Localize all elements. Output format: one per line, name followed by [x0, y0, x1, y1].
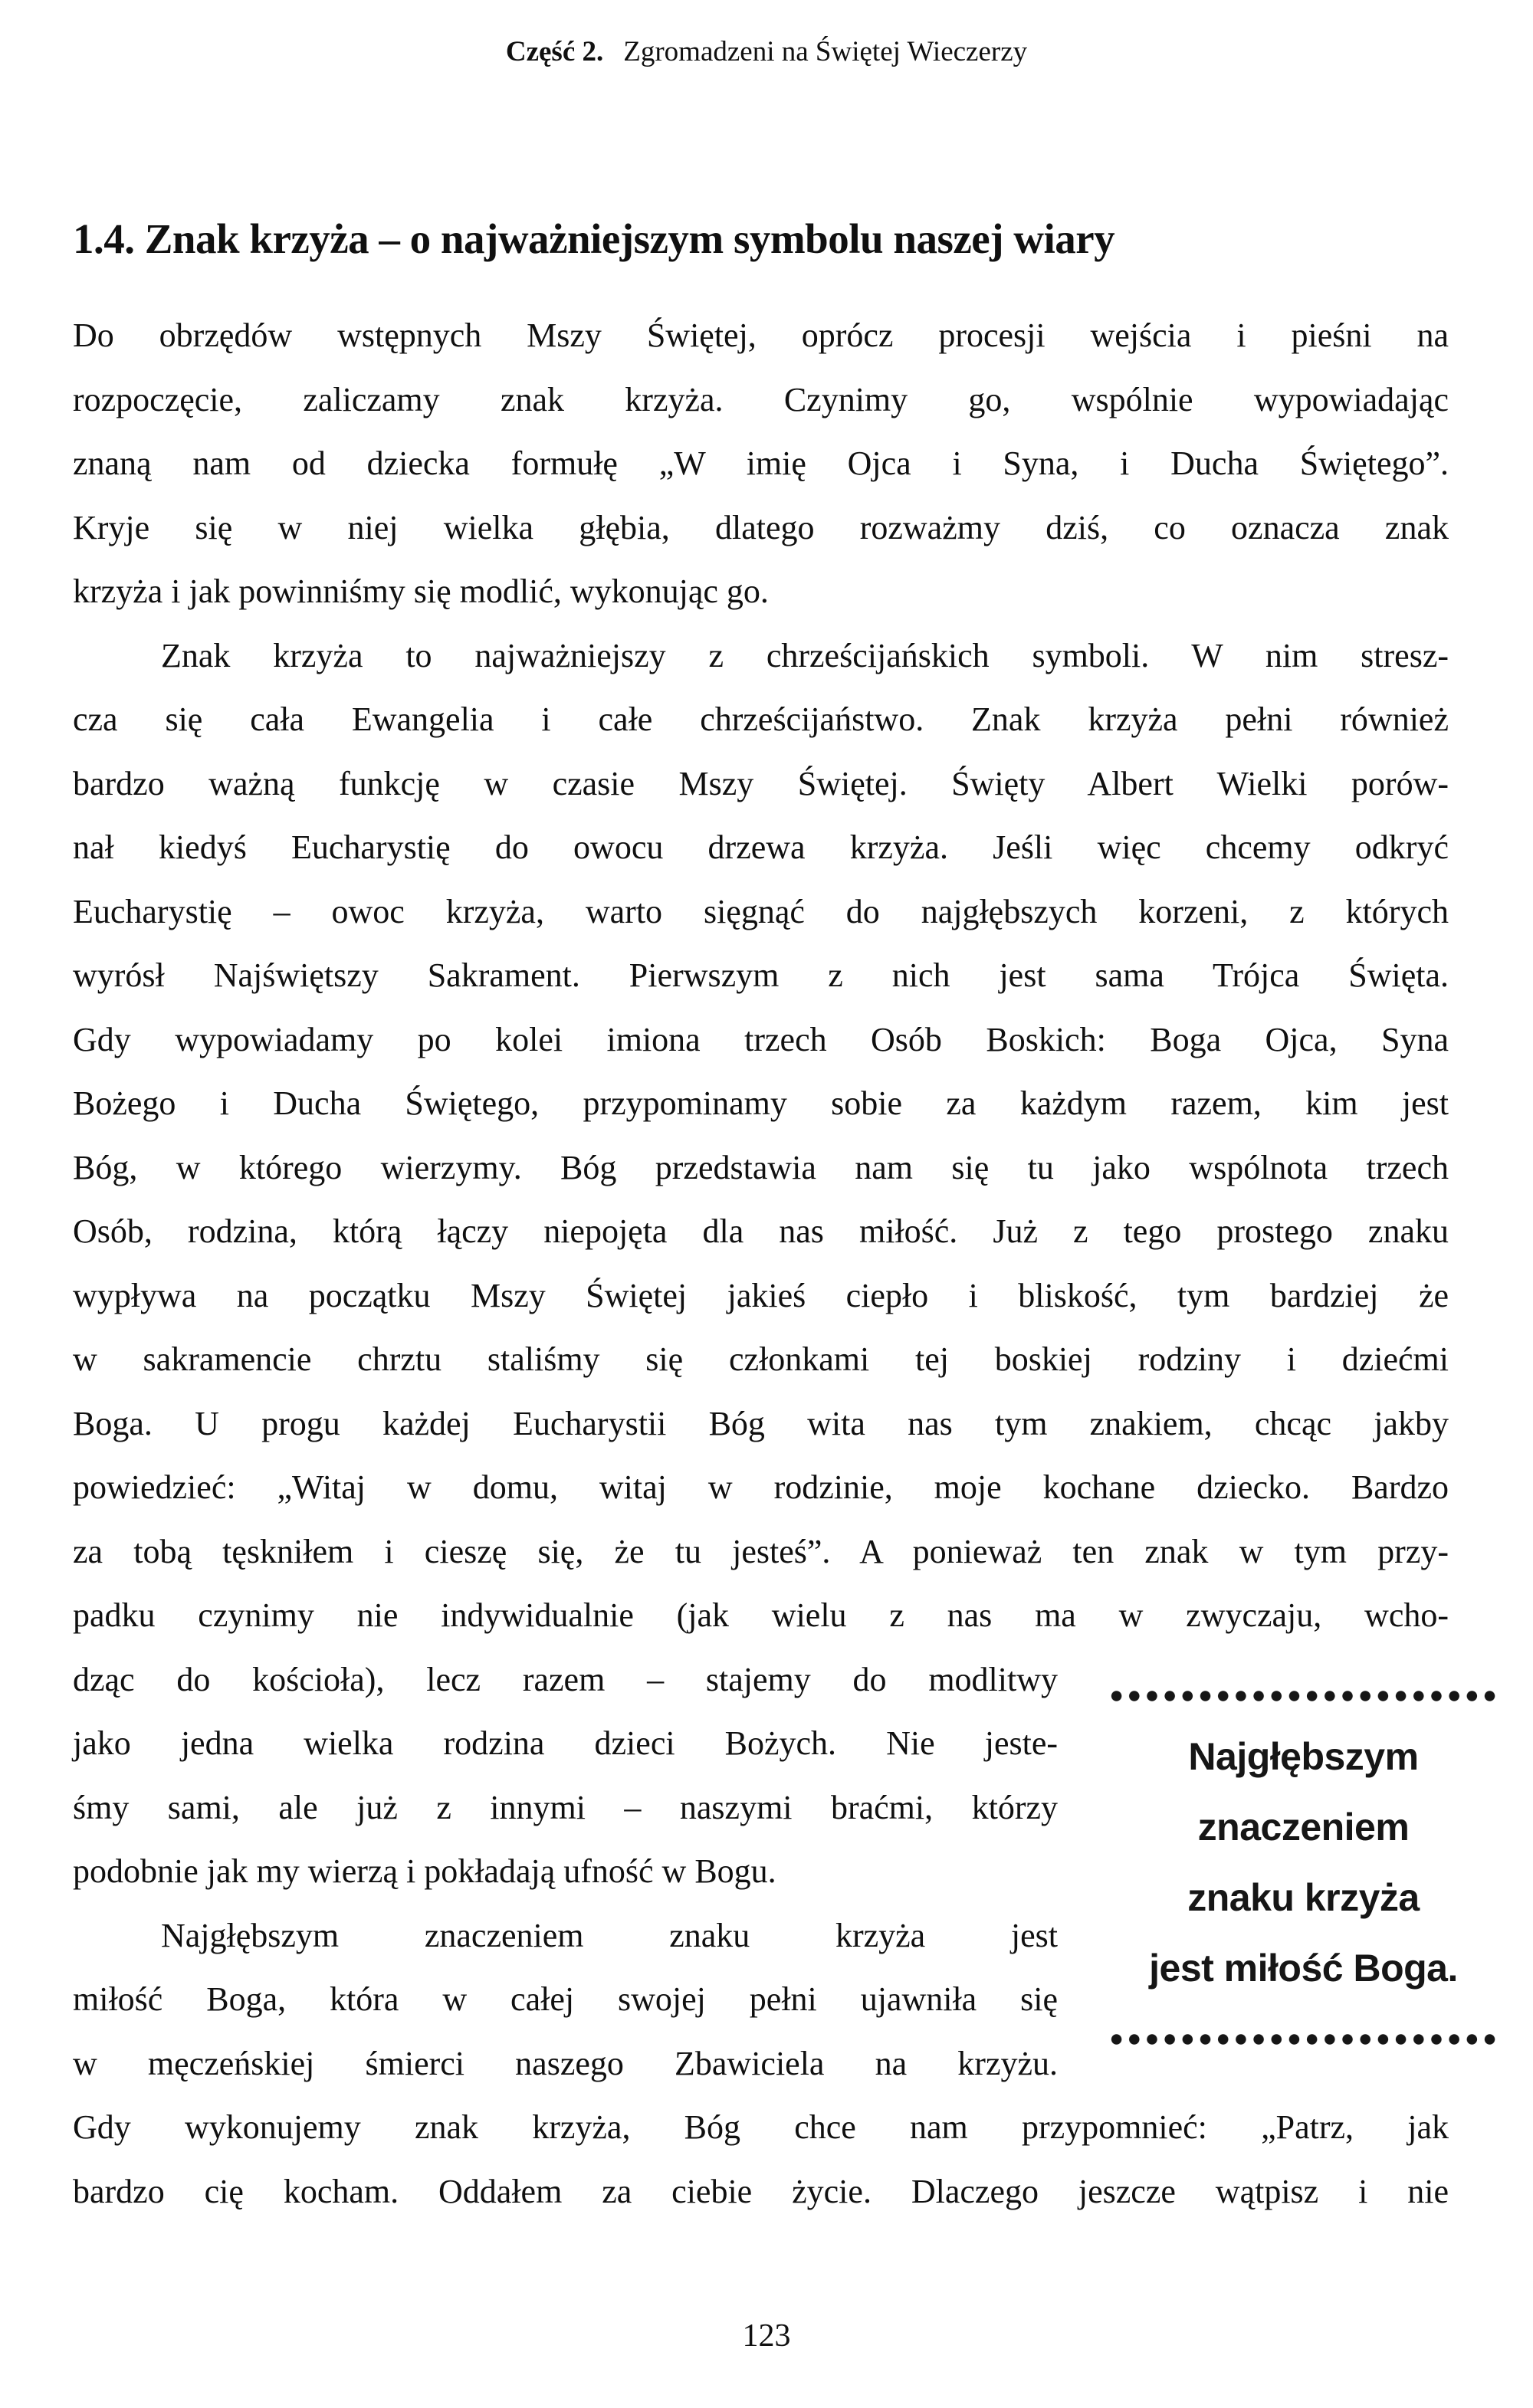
- body-line: Najgłębszym znaczeniem znaku krzyża jest: [161, 1916, 1058, 1954]
- body-line: Znak krzyża to najważniejszy z chrześcijańskich symboli. W nim stresz-: [161, 636, 1449, 674]
- body-line: padku czynimy nie indywidualnie (jak wielu z nas ma w zwyczaju, wcho-: [73, 1596, 1449, 1634]
- body-line: rozpoczęcie, zaliczamy znak krzyża. Czynimy go, wspólnie wypowiadając: [73, 380, 1449, 418]
- body-line: wypływa na początku Mszy Świętej jakieś ciepło i bliskość, tym bardziej że: [73, 1276, 1449, 1314]
- body-line: śmy sami, ale już z innymi – naszymi braćmi, którzy: [73, 1788, 1058, 1826]
- body-line: znaną nam od dziecka formułę „W imię Ojca i Syna, i Ducha Świętego”.: [73, 445, 1449, 482]
- body-line: Boga. U progu każdej Eucharystii Bóg wita nas tym znakiem, chcąc jakby: [73, 1404, 1449, 1442]
- body-line: bardzo cię kocham. Oddałem za ciebie życie. Dlaczego jeszcze wątpisz i nie: [73, 2172, 1449, 2210]
- body-line: wyrósł Najświętszy Sakrament. Pierwszym z nich jest sama Trójca Święta.: [73, 956, 1449, 994]
- pull-quote-line: znaczeniem: [1197, 1806, 1410, 1849]
- body-line: jako jedna wielka rodzina dzieci Bożych. Nie jeste-: [73, 1724, 1058, 1762]
- pull-quote-line: znaku krzyża: [1187, 1876, 1420, 1919]
- running-header-part-label: Część 2.: [505, 36, 604, 67]
- pull-quote-line: jest miłość Boga.: [1149, 1947, 1458, 1990]
- body-line: powiedzieć: „Witaj w domu, witaj w rodzinie, moje kochane dziecko. Bardzo: [73, 1468, 1449, 1506]
- running-header: [0, 34, 1533, 71]
- body-line: bardzo ważną funkcję w czasie Mszy Świętej. Święty Albert Wielki porów-: [73, 764, 1449, 802]
- body-line: nał kiedyś Eucharystię do owocu drzewa krzyża. Jeśli więc chcemy odkryć: [73, 828, 1449, 866]
- body-line: w sakramencie chrztu staliśmy się członkami tej boskiej rodziny i dziećmi: [73, 1340, 1449, 1378]
- body-line: Kryje się w niej wielka głębia, dlatego rozważmy dziś, co oznacza znak: [73, 508, 1449, 546]
- body-line: za tobą tęskniłem i cieszę się, że tu jesteś”. A ponieważ ten znak w tym przy-: [73, 1532, 1449, 1570]
- page-number: 123: [742, 2318, 791, 2354]
- body-line: krzyża i jak powinniśmy się modlić, wykonując go.: [73, 572, 769, 610]
- body-line: Osób, rodzina, którą łączy niepojęta dla nas miłość. Już z tego prostego znaku: [73, 1212, 1449, 1250]
- pull-quote: [1108, 1691, 1499, 2045]
- body-line: dząc do kościoła), lecz razem – stajemy do modlitwy: [73, 1660, 1058, 1698]
- running-header-part-title: Zgromadzeni na Świętej Wieczerzy: [623, 36, 1028, 67]
- body-line: podobnie jak my wierzą i pokładają ufność w Bogu.: [73, 1852, 776, 1890]
- quote-divider-top: [1108, 1691, 1499, 1701]
- body-line: Eucharystię – owoc krzyża, warto sięgnąć do najgłębszych korzeni, z których: [73, 892, 1449, 930]
- body-line: miłość Boga, która w całej swojej pełni ujawniła się: [73, 1980, 1058, 2018]
- pull-quote-line: Najgłębszym: [1188, 1735, 1419, 1778]
- body-line: Do obrzędów wstępnych Mszy Świętej, oprócz procesji wejścia i pieśni na: [73, 317, 1449, 354]
- body-line: Bóg, w którego wierzymy. Bóg przedstawia nam się tu jako wspólnota trzech: [73, 1148, 1449, 1186]
- body-line: Bożego i Ducha Świętego, przypominamy sobie za każdym razem, kim jest: [73, 1084, 1449, 1122]
- body-line: Gdy wykonujemy znak krzyża, Bóg chce nam przypomnieć: „Patrz, jak: [73, 2108, 1449, 2146]
- body-line: Gdy wypowiadamy po kolei imiona trzech Osób Boskich: Boga Ojca, Syna: [73, 1020, 1449, 1058]
- body-line: cza się cała Ewangelia i całe chrześcijaństwo. Znak krzyża pełni również: [73, 700, 1449, 738]
- pull-quote-text: [1108, 1721, 1499, 2003]
- quote-divider-bottom: [1108, 2034, 1499, 2045]
- section-title: 1.4. Znak krzyża – o najważniejszym symbolu naszej wiary: [73, 215, 1115, 262]
- body-line: w męczeńskiej śmierci naszego Zbawiciela na krzyżu.: [73, 2044, 1058, 2082]
